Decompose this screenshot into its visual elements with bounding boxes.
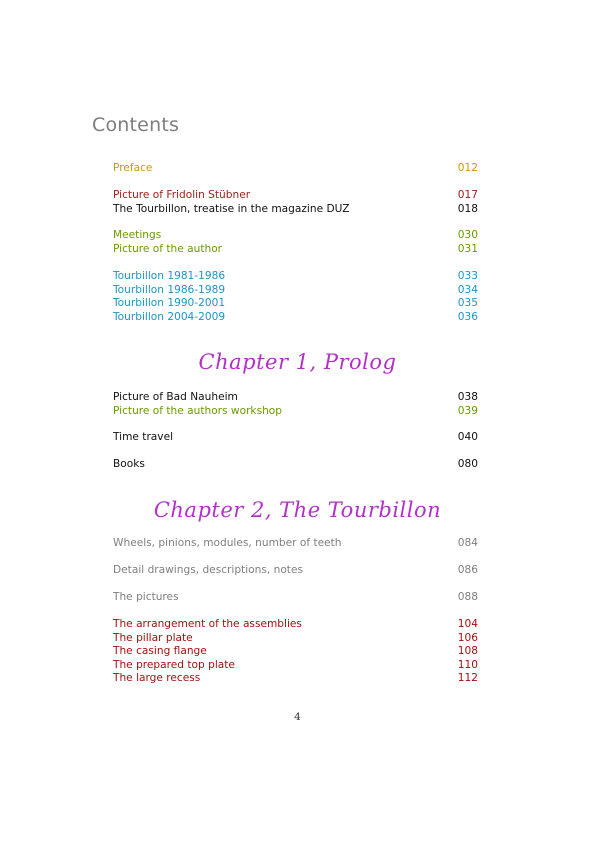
toc-entry[interactable] (113, 270, 478, 284)
toc-entry-title: The large recess (113, 672, 201, 684)
chapter-1-heading: Chapter 1, Prolog (198, 350, 397, 374)
toc-entry[interactable] (113, 564, 478, 578)
toc-group-wheels (113, 537, 478, 551)
toc-entry-page: 104 (457, 618, 478, 630)
toc-group-assemblies (113, 618, 478, 686)
toc-entry[interactable] (113, 591, 478, 605)
toc-entry-title: Preface (113, 162, 153, 174)
toc-group-meetings (113, 229, 478, 256)
toc-entry[interactable] (113, 645, 478, 659)
toc-entry-page: 039 (457, 404, 478, 417)
toc-entry-page: 034 (457, 283, 478, 296)
toc-entry[interactable] (113, 243, 478, 257)
toc-entry[interactable] (113, 284, 478, 298)
toc-group-bad-nauheim (113, 391, 478, 418)
toc-entry-title: Tourbillon 1990-2001 (113, 297, 226, 309)
toc-entry-page: 036 (457, 310, 478, 323)
toc-entry-title: The pillar plate (113, 631, 193, 644)
toc-entry-title: Picture of the author (113, 242, 223, 255)
toc-entry[interactable] (113, 229, 478, 243)
toc-entry-title: The Tourbillon, treatise in the magazine DUZ (113, 202, 350, 215)
toc-entry-title: The casing flange (113, 645, 207, 657)
toc-entry[interactable] (113, 297, 478, 311)
toc-entry[interactable] (113, 405, 478, 419)
toc-entry-page: 038 (457, 391, 478, 403)
toc-entry-page: 080 (457, 458, 478, 470)
toc-entry-page: 012 (457, 162, 478, 174)
toc-entry-title: Books (113, 458, 145, 470)
toc-entry-page: 086 (457, 564, 478, 576)
toc-entry-page: 112 (457, 672, 478, 684)
toc-entry-title: Detail drawings, descriptions, notes (113, 564, 303, 576)
toc-entry[interactable] (113, 391, 478, 405)
toc-entry-title: Meetings (113, 229, 162, 241)
toc-group-drawings (113, 564, 478, 578)
toc-entry-title: Time travel (113, 431, 174, 443)
toc-entry-title: The arrangement of the assemblies (113, 618, 302, 630)
toc-entry-page: 108 (457, 645, 478, 657)
toc-entry[interactable] (113, 618, 478, 632)
toc-entry[interactable] (113, 162, 478, 176)
toc-entry[interactable] (113, 632, 478, 646)
toc-entry-title: Picture of Fridolin Stübner (113, 189, 251, 201)
toc-entry-title: Picture of Bad Nauheim (113, 391, 238, 403)
toc-entry-page: 031 (457, 242, 478, 255)
toc-entry-page: 088 (457, 591, 478, 603)
toc-entry-page: 040 (457, 431, 478, 443)
toc-group-stuebner (113, 189, 478, 216)
page-number: 4 (294, 711, 301, 723)
toc-entry-title: Tourbillon 1986-1989 (113, 283, 226, 296)
toc-entry-title: Tourbillon 2004-2009 (113, 310, 226, 323)
toc-entry[interactable] (113, 659, 478, 673)
toc-group-pictures (113, 591, 478, 605)
toc-entry-title: Tourbillon 1981-1986 (113, 270, 226, 282)
toc-entry[interactable] (113, 311, 478, 325)
toc-group-tourbillons (113, 270, 478, 324)
toc-entry-title: Wheels, pinions, modules, number of teeth (113, 537, 342, 549)
page-title: Contents (92, 114, 180, 136)
toc-entry[interactable] (113, 458, 478, 472)
toc-entry[interactable] (113, 431, 478, 445)
toc-entry[interactable] (113, 537, 478, 551)
toc-group-preface (113, 162, 478, 176)
toc-entry-page: 106 (457, 631, 478, 644)
toc-entry-page: 084 (457, 537, 478, 549)
toc-entry[interactable] (113, 203, 478, 217)
toc-entry-page: 030 (457, 229, 478, 241)
chapter-2-heading: Chapter 2, The Tourbillon (153, 498, 442, 522)
toc-entry-title: The prepared top plate (113, 658, 235, 671)
toc-entry-title: Picture of the authors workshop (113, 404, 283, 417)
toc-entry-page: 033 (457, 270, 478, 282)
toc-entry-page: 110 (457, 658, 478, 671)
toc-entry[interactable] (113, 672, 478, 686)
toc-entry-page: 035 (457, 297, 478, 309)
toc-entry-page: 017 (457, 189, 478, 201)
toc-entry-title: The pictures (113, 591, 179, 603)
toc-entry-page: 018 (457, 202, 478, 215)
toc-entry[interactable] (113, 189, 478, 203)
toc-group-time-travel (113, 431, 478, 445)
toc-group-books (113, 458, 478, 472)
